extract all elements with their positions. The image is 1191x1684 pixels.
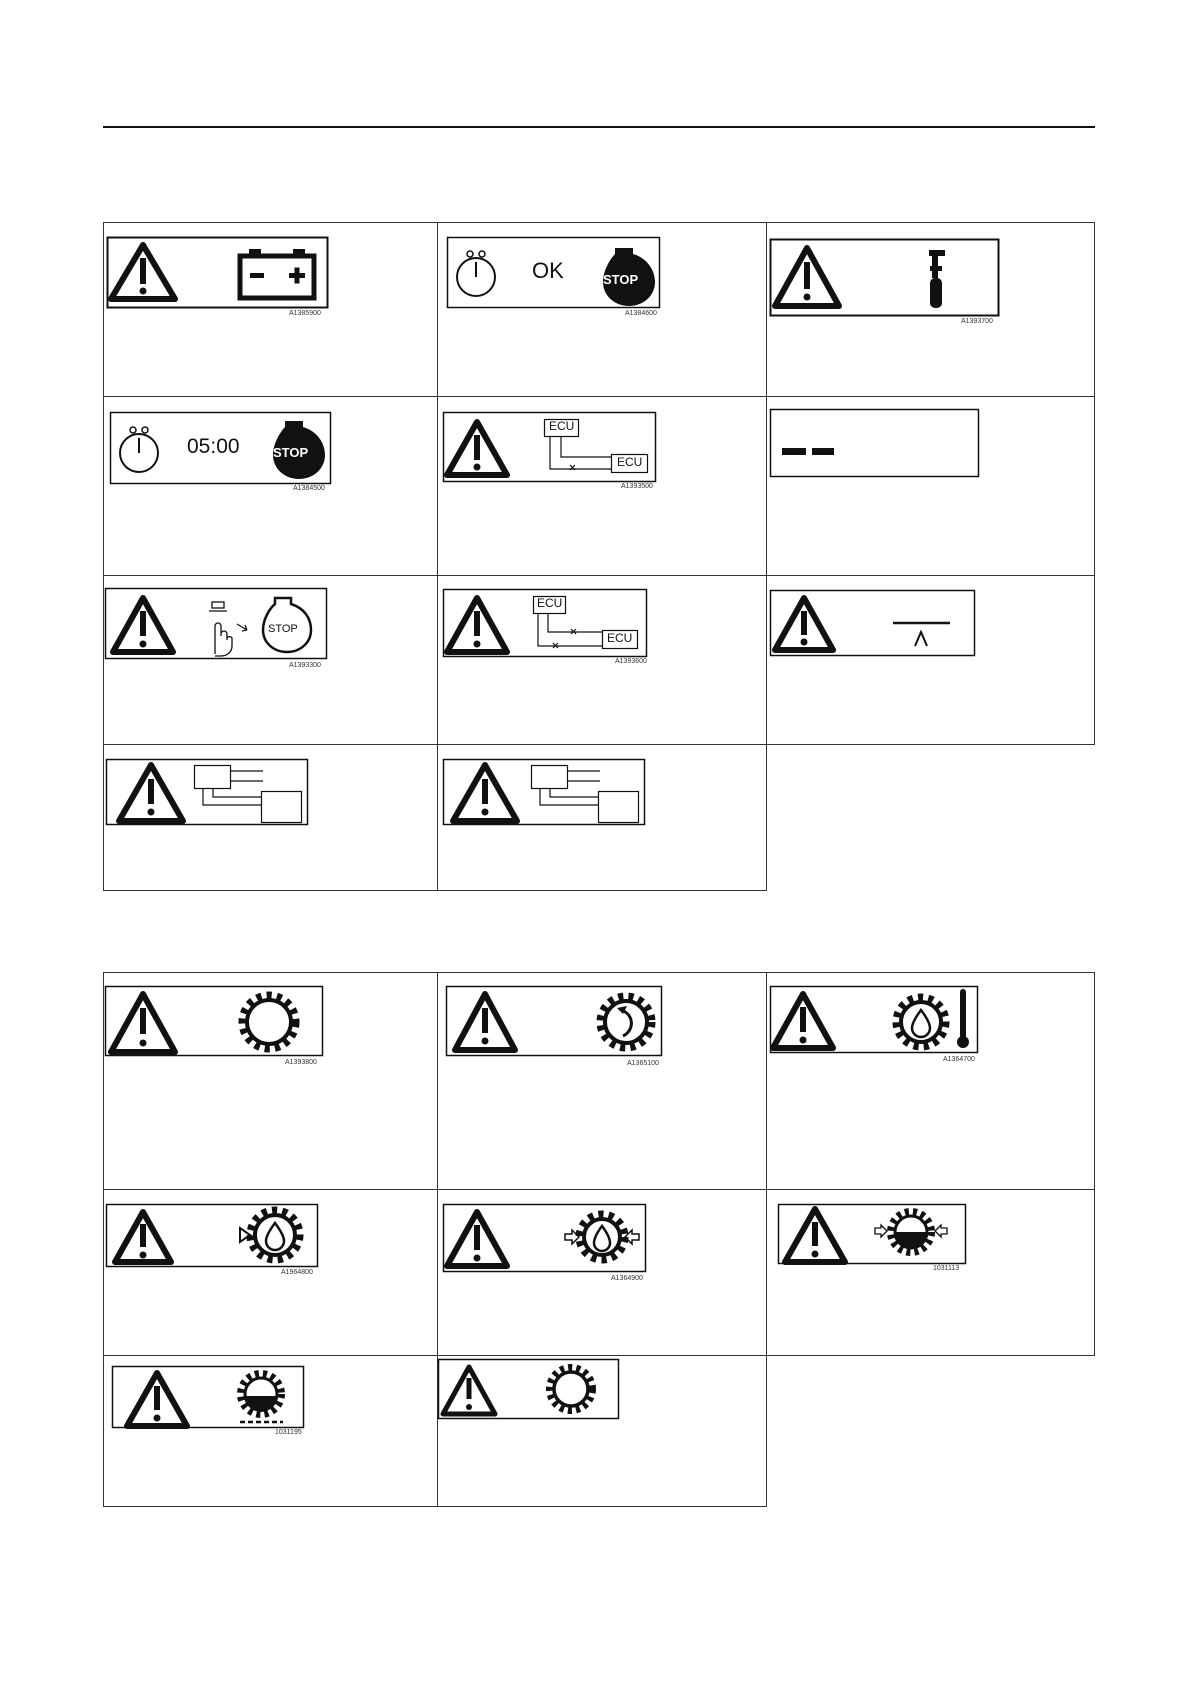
label-ecu-broken bbox=[437, 576, 767, 744]
label-code: A1384600 bbox=[625, 310, 657, 317]
module-link-icon bbox=[532, 766, 639, 823]
cell-gear-warning bbox=[103, 972, 437, 1189]
label-module-link-b bbox=[437, 745, 767, 891]
timer-icon bbox=[457, 251, 495, 296]
warning-triangle-icon bbox=[111, 245, 175, 299]
label-code: A1393800 bbox=[285, 1059, 317, 1066]
cell-battery-warning bbox=[103, 222, 437, 396]
cell-timer-0500 bbox=[103, 397, 437, 575]
wrench-icon bbox=[929, 250, 945, 308]
cell-module-link-a bbox=[103, 745, 437, 891]
label-code: A1393700 bbox=[961, 318, 993, 325]
cell-wrench-warning bbox=[767, 222, 1095, 396]
label-gear-rotate bbox=[437, 972, 767, 1189]
gear-icon bbox=[550, 1368, 592, 1410]
label-code: A1964800 bbox=[281, 1269, 313, 1276]
label-code: A1364900 bbox=[611, 1275, 643, 1282]
gear-oil-temperature-icon bbox=[897, 989, 969, 1048]
cell-dash-display bbox=[767, 397, 1095, 575]
label-code: A1365100 bbox=[627, 1060, 659, 1067]
stop-text: STOP bbox=[603, 272, 639, 287]
cell-ecu-broken bbox=[437, 576, 767, 744]
cell-gear-oil-pressure bbox=[437, 1190, 767, 1355]
battery-icon bbox=[240, 249, 314, 298]
warning-triangle-icon bbox=[785, 1209, 845, 1262]
countdown-text: 05:00 bbox=[187, 435, 240, 458]
header-rule bbox=[103, 126, 1095, 128]
warning-triangle-icon bbox=[111, 994, 175, 1052]
gear-icon bbox=[243, 996, 295, 1048]
warning-triangle-icon bbox=[113, 598, 173, 652]
cell-gear-level bbox=[103, 1356, 437, 1506]
cell-ok-timer bbox=[437, 222, 767, 396]
label-battery bbox=[103, 222, 437, 396]
gear-level-icon bbox=[240, 1374, 283, 1422]
gear-oil-arrow-icon bbox=[240, 1211, 299, 1259]
warning-triangle-icon bbox=[447, 422, 507, 475]
gear-oil-pressure-icon bbox=[565, 1215, 639, 1259]
cell-module-link-b bbox=[437, 745, 767, 891]
label-gear-oil-pressure bbox=[437, 1190, 767, 1355]
label-code: A1384500 bbox=[293, 485, 325, 492]
warning-triangle-icon bbox=[443, 1367, 495, 1414]
label-0500-stop bbox=[103, 397, 437, 575]
dash-display-icon bbox=[782, 448, 834, 455]
label-gear-oil-temperature bbox=[767, 972, 1095, 1189]
gear-filled-pressure-icon bbox=[875, 1212, 947, 1252]
label-code: A1393300 bbox=[289, 662, 321, 669]
hand-press-icon bbox=[209, 602, 247, 656]
stop-text: STOP bbox=[268, 623, 298, 635]
ecu-box-label: ECU bbox=[537, 596, 563, 610]
label-wrench bbox=[767, 222, 1095, 396]
label-gear-filled-pressure bbox=[767, 1190, 1095, 1355]
label-gear-oil-arrow bbox=[103, 1190, 437, 1355]
warning-triangle-icon bbox=[453, 765, 517, 821]
ecu-box-label: ECU bbox=[617, 455, 643, 469]
label-dash-display bbox=[767, 397, 1095, 575]
module-link-icon bbox=[195, 766, 302, 823]
label-gear bbox=[103, 972, 437, 1189]
label-code: A1393600 bbox=[615, 658, 647, 665]
cell-gear-oil-temperature bbox=[767, 972, 1095, 1189]
cell-gear-rotate bbox=[437, 972, 767, 1189]
warning-triangle-icon bbox=[119, 765, 183, 821]
scale-icon bbox=[893, 623, 950, 646]
warning-table-1 bbox=[103, 222, 1095, 891]
warning-triangle-icon bbox=[775, 598, 833, 650]
label-gear-plain bbox=[437, 1356, 767, 1506]
warning-table-2 bbox=[103, 972, 1095, 1507]
timer-icon bbox=[120, 427, 158, 472]
warning-triangle-icon bbox=[773, 994, 833, 1048]
label-hand-stop bbox=[103, 576, 437, 744]
cell-gear-plain bbox=[437, 1356, 767, 1506]
label-code: 1031195 bbox=[275, 1429, 302, 1436]
label-ecu-link bbox=[437, 397, 767, 575]
ecu-box-label: ECU bbox=[607, 631, 633, 645]
label-scale bbox=[767, 576, 1095, 744]
label-code: 1031113 bbox=[933, 1265, 960, 1272]
gear-rotate-icon bbox=[601, 997, 651, 1047]
stop-text: STOP bbox=[273, 445, 309, 460]
label-module-link-a bbox=[103, 745, 437, 891]
label-code: A1385900 bbox=[289, 310, 321, 317]
cell-gear-oil-arrow bbox=[103, 1190, 437, 1355]
warning-triangle-icon bbox=[115, 1212, 171, 1262]
label-code: A1364700 bbox=[943, 1056, 975, 1063]
cell-ecu-link bbox=[437, 397, 767, 575]
warning-triangle-icon bbox=[447, 1212, 507, 1266]
cell-hand-stop bbox=[103, 576, 437, 744]
ok-text: OK bbox=[532, 258, 564, 283]
warning-triangle-icon bbox=[127, 1373, 187, 1426]
label-code: A1393500 bbox=[621, 483, 653, 490]
label-gear-level bbox=[103, 1356, 437, 1506]
cell-scale-warning bbox=[767, 576, 1095, 744]
warning-triangle-icon bbox=[447, 598, 507, 652]
label-ok-stop bbox=[437, 222, 767, 396]
cell-gear-filled-pressure bbox=[767, 1190, 1095, 1355]
warning-triangle-icon bbox=[455, 994, 515, 1050]
warning-triangle-icon bbox=[775, 248, 839, 306]
ecu-box-label: ECU bbox=[549, 419, 575, 433]
